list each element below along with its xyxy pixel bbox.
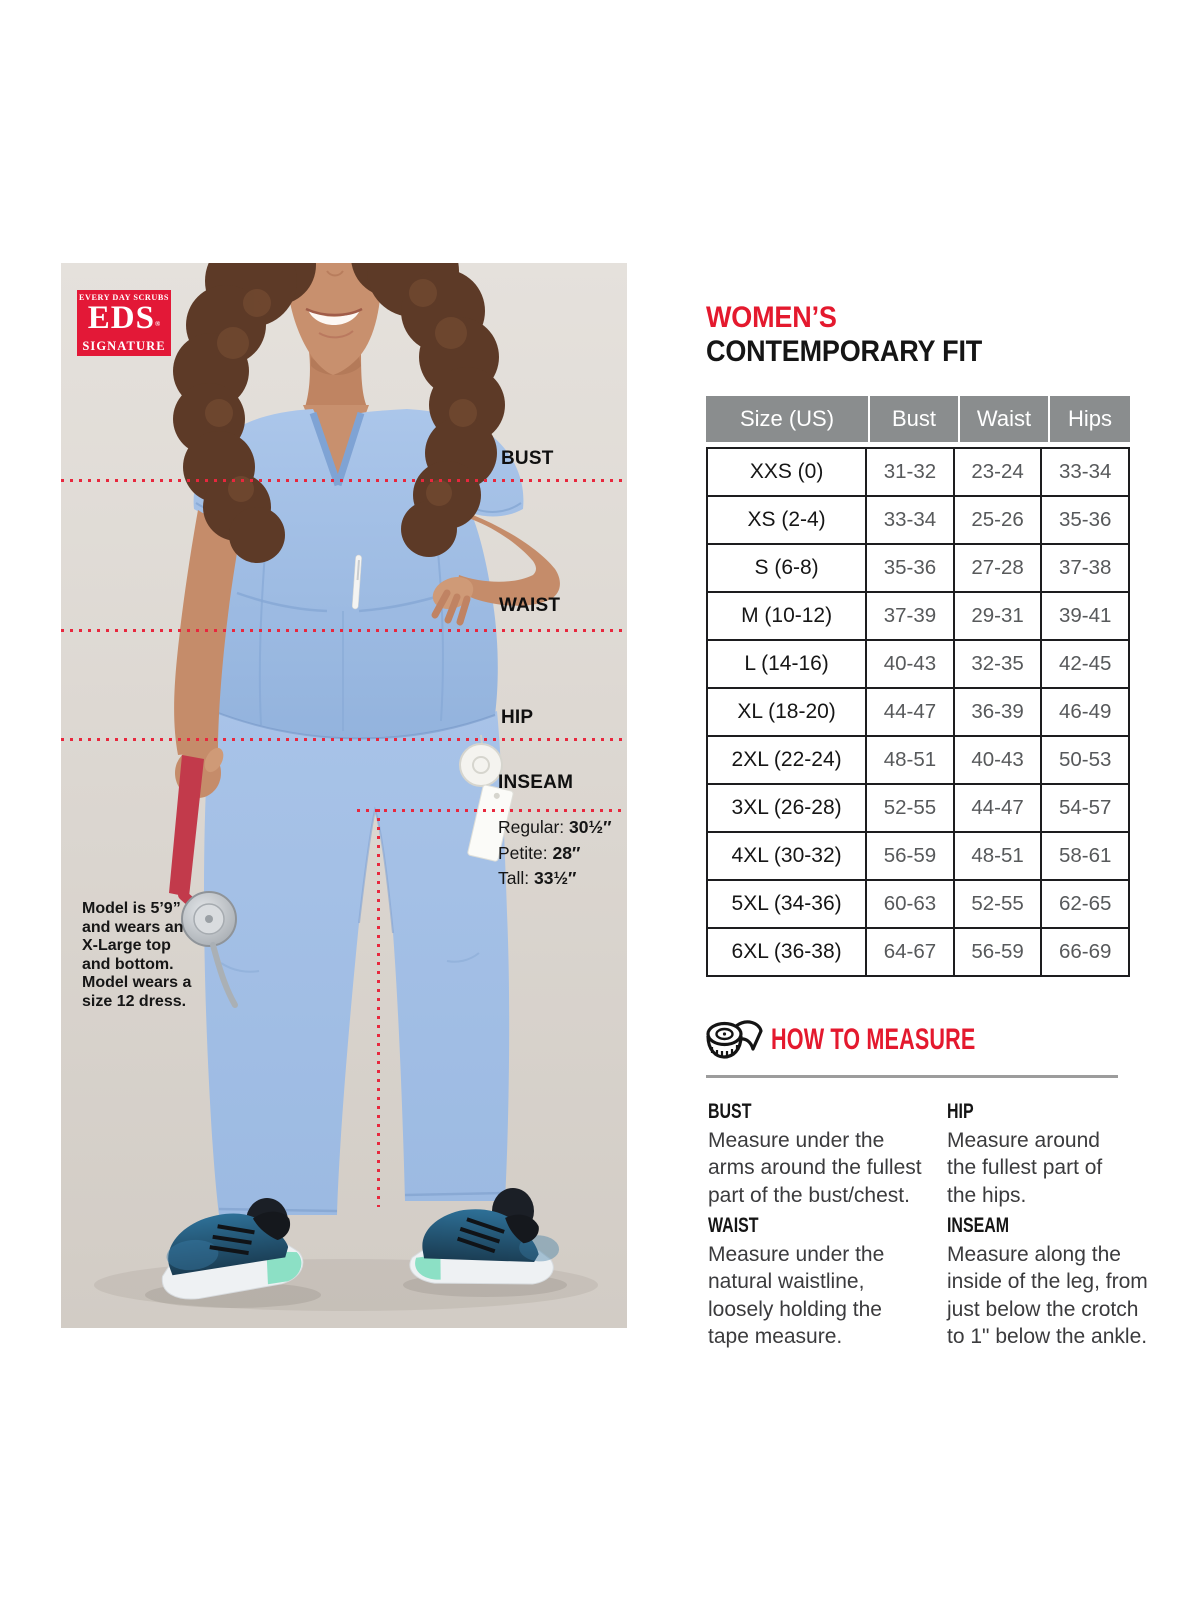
inseam-tall: Tall: 33½″ [498,868,577,888]
table-row: L (14-16) 40-43 32-35 42-45 [707,640,1129,688]
table-row: 2XL (22-24) 48-51 40-43 50-53 [707,736,1129,784]
inseam-label: INSEAM [498,772,574,793]
registered-mark: ® [154,320,161,328]
waist-measure-line [61,629,627,632]
table-row: 3XL (26-28) 52-55 44-47 54-57 [707,784,1129,832]
size-table-header [706,396,1130,442]
header-bust: Bust [868,396,958,442]
table-row: 6XL (36-38) 64-67 56-59 66-69 [707,928,1129,976]
page-title [706,301,1013,369]
inseam-regular: Regular: 30½″ [498,817,612,837]
waist-desc-title: WAIST [708,1214,759,1237]
waist-label: WAIST [499,595,561,616]
table-row: S (6-8) 35-36 27-28 37-38 [707,544,1129,592]
measure-desc-hip: HIP Measure around the fullest part of the hips. [947,1100,1103,1207]
inseam-lengths [498,815,611,892]
hip-measure-line [61,738,627,741]
size-table [706,447,1130,977]
header-hips: Hips [1048,396,1130,442]
hip-label: HIP [501,707,534,728]
bust-desc-title: BUST [708,1100,752,1123]
bust-label: BUST [501,448,554,469]
inseam-vertical-line [377,809,380,1207]
inseam-desc-title: INSEAM [947,1214,1010,1237]
measure-desc-waist: WAIST Measure under the natural waistline, loosely holding the tape measure. [708,1214,885,1348]
table-row: 5XL (34-36) 60-63 52-55 62-65 [707,880,1129,928]
bust-measure-line [61,479,627,482]
model-illustration [61,263,627,1328]
eds-signature-badge [77,290,171,356]
title-line1: WOMEN’S [706,301,837,334]
badge-tagline: EVERY DAY SCRUBS [79,293,169,302]
how-to-measure-heading: HOW TO MEASURE [771,1023,976,1056]
table-row: M (10-12) 37-39 29-31 39-41 [707,592,1129,640]
table-row: XL (18-20) 44-47 36-39 46-49 [707,688,1129,736]
header-waist: Waist [958,396,1048,442]
badge-wordmark: EDS® [87,300,161,336]
section-divider [706,1075,1118,1078]
model-note: Model is 5’9” and wears an X-Large top and bottom. Model wears a size 12 dress. [82,900,192,1010]
table-row: 4XL (30-32) 56-59 48-51 58-61 [707,832,1129,880]
tape-measure-icon [705,1016,763,1062]
inseam-measure-line [357,809,627,812]
measure-desc-bust: BUST Measure under the arms around the fullest part of the bust/chest. [708,1100,922,1207]
inseam-petite: Petite: 28″ [498,842,581,863]
model-photo [61,263,627,1328]
hip-desc-title: HIP [947,1100,974,1123]
measure-desc-inseam: INSEAM Measure along the inside of the leg, from just below the crotch to 1" below the ankle. [947,1214,1148,1348]
title-line2: CONTEMPORARY FIT [706,335,983,368]
badge-collection: SIGNATURE [82,339,166,353]
table-row: XXS (0) 31-32 23-24 33-34 [707,448,1129,496]
header-size: Size (US) [739,406,835,431]
table-row: XS (2-4) 33-34 25-26 35-36 [707,496,1129,544]
